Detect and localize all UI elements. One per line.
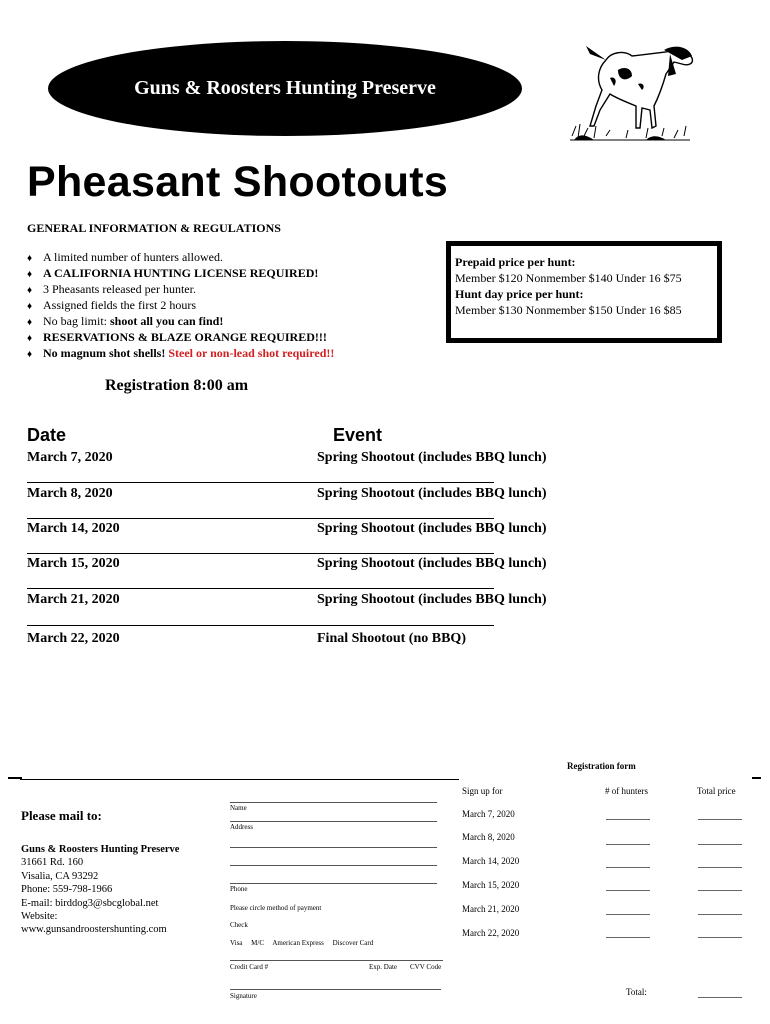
signature-field[interactable] <box>230 989 441 990</box>
price-box <box>446 241 722 343</box>
date-header: Date <box>27 425 67 445</box>
price-input[interactable] <box>698 937 742 938</box>
pointer-dog-illustration <box>566 40 696 148</box>
price-input[interactable] <box>698 890 742 891</box>
schedule-date: March 8, 2020 <box>27 486 113 501</box>
signup-date: March 21, 2020 <box>462 904 520 914</box>
rules-list <box>27 249 334 361</box>
mail-website-label: Website: <box>21 911 58 923</box>
registration-time: Registration 8:00 am <box>105 377 249 394</box>
banner-ellipse <box>48 41 522 136</box>
page-title: Pheasant Shootouts <box>27 158 449 206</box>
divider <box>27 553 494 554</box>
total-label: Total: <box>626 987 647 997</box>
payment-cards[interactable]: Visa M/C American Express Discover Card <box>230 939 374 947</box>
event-header: Event <box>333 425 383 445</box>
list-item: ♦ No magnum shot shells! Steel or non-lead shot required!! <box>27 345 334 361</box>
mail-label: Please mail to: <box>21 808 102 823</box>
total-column-header: Total price <box>697 786 736 796</box>
diamond-bullet-icon: ♦ <box>27 349 33 360</box>
prepaid-prices: Member $120 Nonmember $140 Under 16 $75 <box>455 271 682 285</box>
payment-check[interactable]: Check <box>230 921 248 929</box>
list-item: ♦ No bag limit: shoot all you can find! <box>27 313 334 329</box>
field-line <box>230 802 437 803</box>
schedule-date: March 7, 2020 <box>27 450 113 465</box>
prepaid-label: Prepaid price per hunt: <box>455 255 576 269</box>
phone-field-label: Phone <box>230 885 248 893</box>
price-input[interactable] <box>698 914 742 915</box>
list-item: ♦ A limited number of hunters allowed. <box>27 249 334 265</box>
schedule-event: Spring Shootout (includes BBQ lunch) <box>317 556 547 571</box>
divider <box>27 482 494 483</box>
divider <box>27 625 494 626</box>
mail-street: 31661 Rd. 160 <box>21 857 84 869</box>
schedule-event: Spring Shootout (includes BBQ lunch) <box>317 592 547 607</box>
credit-card-label: Credit Card # <box>230 963 269 971</box>
hunters-input[interactable] <box>606 937 650 938</box>
hunters-column-header: # of hunters <box>605 786 648 796</box>
credit-card-field[interactable] <box>230 960 443 961</box>
list-item: ♦ RESERVATIONS & BLAZE ORANGE REQUIRED!!! <box>27 329 334 345</box>
list-item: ♦ 3 Pheasants released per hunter. <box>27 281 334 297</box>
diamond-bullet-icon: ♦ <box>27 301 33 312</box>
list-item: ♦ A CALIFORNIA HUNTING LICENSE REQUIRED! <box>27 265 334 281</box>
signup-column-header: Sign up for <box>462 786 503 796</box>
huntday-label: Hunt day price per hunt: <box>455 287 584 301</box>
signup-date: March 22, 2020 <box>462 928 520 938</box>
exp-date-label: Exp. Date <box>369 963 397 971</box>
phone-field[interactable] <box>230 883 437 884</box>
divider <box>20 779 459 780</box>
name-field[interactable] <box>230 821 437 822</box>
mail-address-block <box>21 843 179 937</box>
schedule-event: Final Shootout (no BBQ) <box>317 631 466 646</box>
registration-form-title: Registration form <box>567 761 636 771</box>
mail-phone: Phone: 559-798-1966 <box>21 884 113 896</box>
address-field-line2[interactable] <box>230 865 437 866</box>
mail-website: www.gunsandroostershunting.com <box>21 924 167 936</box>
total-input[interactable] <box>698 997 742 998</box>
schedule-date: March 22, 2020 <box>27 631 120 646</box>
hunters-input[interactable] <box>606 914 650 915</box>
hunters-input[interactable] <box>606 819 650 820</box>
price-input[interactable] <box>698 844 742 845</box>
schedule-date: March 21, 2020 <box>27 592 120 607</box>
list-item: ♦ Assigned fields the first 2 hours <box>27 297 334 313</box>
price-input[interactable] <box>698 867 742 868</box>
signature-label: Signature <box>230 992 257 1000</box>
signup-date: March 15, 2020 <box>462 880 520 890</box>
banner-title: Guns & Roosters Hunting Preserve <box>134 77 436 99</box>
schedule-date: March 14, 2020 <box>27 521 120 536</box>
diamond-bullet-icon: ♦ <box>27 333 33 344</box>
address-field-label: Address <box>230 823 253 831</box>
hunters-input[interactable] <box>606 890 650 891</box>
price-input[interactable] <box>698 819 742 820</box>
mail-email: E-mail: birddog3@sbcglobal.net <box>21 897 159 909</box>
hunters-input[interactable] <box>606 844 650 845</box>
name-field-label: Name <box>230 804 247 812</box>
signup-date: March 7, 2020 <box>462 809 515 819</box>
schedule-event: Spring Shootout (includes BBQ lunch) <box>317 521 547 536</box>
signup-date: March 14, 2020 <box>462 856 520 866</box>
hunters-input[interactable] <box>606 867 650 868</box>
general-info-heading: GENERAL INFORMATION & REGULATIONS <box>27 221 281 235</box>
diamond-bullet-icon: ♦ <box>27 269 33 280</box>
diamond-bullet-icon: ♦ <box>27 285 33 296</box>
schedule-event: Spring Shootout (includes BBQ lunch) <box>317 450 547 465</box>
mail-city: Visalia, CA 93292 <box>21 870 99 882</box>
diamond-bullet-icon: ♦ <box>27 253 33 264</box>
schedule-event: Spring Shootout (includes BBQ lunch) <box>317 486 547 501</box>
cvv-label: CVV Code <box>410 963 442 971</box>
schedule-date: March 15, 2020 <box>27 556 120 571</box>
payment-prompt: Please circle method of payment <box>230 904 322 912</box>
cut-mark <box>752 777 761 779</box>
address-field[interactable] <box>230 847 437 848</box>
diamond-bullet-icon: ♦ <box>27 317 33 328</box>
huntday-prices: Member $130 Nonmember $150 Under 16 $85 <box>455 303 682 317</box>
divider <box>27 588 494 589</box>
signup-date: March 8, 2020 <box>462 832 515 842</box>
divider <box>27 518 494 519</box>
mail-org: Guns & Roosters Hunting Preserve <box>21 844 180 855</box>
